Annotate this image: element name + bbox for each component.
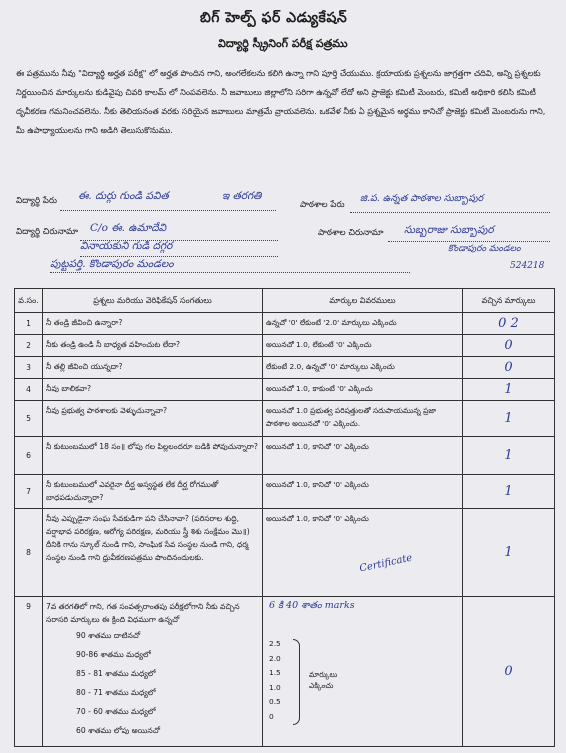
row-score: 1 [463,475,555,509]
row-question: నీవు ఎప్పుడైనా సంఘ సేవకుడిగా పని చేసినావా? (పరిసరాల శుద్ధి, వర్షాభావ పరిరక్షణ, ఆరోగ్య పరిరక్షణ, మరియు స్త్రీ శిశు సంక్షేమం మొ॥) దీనికి గాను స్కూల్ నుండి గాని, సాంఘిక సేవ సంస్థల నుండి గాని, ధర్మ సంస్థల నుండి గాని ధ్రువీకరణపత్రము పొందినందులకు. [43,509,263,597]
band-item: 80 - 71 శాతము మధ్యలో [76,688,156,697]
col-header-questions: ప్రశ్నలు మరియు వెరిఫికేషన్ సంగతులు [43,289,263,313]
row-score: 0 [463,597,555,747]
row-marks-detail: అయినచో 1.0, లేకుంటే '0' ఎక్కించు [263,335,463,357]
address-value-3: పుట్టపర్తి. కొండాపురం మండలం [50,258,174,270]
row-question: నీ తల్లి జీవించి యున్నదా? [43,357,263,379]
address-line-2 [80,256,278,257]
row-question [43,597,263,747]
row-question: నీకు తండ్రి ఉండి నీ బాధ్యత వహించుట లేదా? [43,335,263,357]
row-marks-detail: అయినచో 1.0, కానిచో '0' ఎక్కించు [263,475,463,509]
row-number: 9 [15,597,43,747]
row-question: నీ కుటుంబములో ఎవరైనా దీర్ఘ అస్వస్థత లేక దీర్ఘ రోగముతో బాధపడుచున్నారా? [43,475,263,509]
table-row [15,509,555,597]
row-score: 0 [463,335,555,357]
table-row [15,401,555,437]
form-title: బిగ్ హెల్ప్ ఫర్ ఎడ్యుకేషన్ [200,10,348,26]
school-pin: 524218 [510,261,545,271]
marks-scale [269,637,281,724]
band-item: 60 శాతము లోపు అయినచో [76,726,161,735]
row-marks-detail: అయినచో 1.0 ప్రభుత్వ పరిషత్తులతో సదుపాయమున్న ప్రజా పాఠశాల అయినచో '0' ఎక్కించు. [263,401,463,437]
band-item: 90-86 శాతము మధ్యలో [76,650,151,659]
col-header-serial: వ.సం. [15,289,43,313]
row-score: 1 [463,401,555,437]
row-question: నీవు ప్రభుత్వ పాఠశాలకు వెళ్ళుచున్నావా? [43,401,263,437]
row-number: 7 [15,475,43,509]
row-score: 1 [463,509,555,597]
certificate-note: Certificate [358,552,414,575]
band-item: 85 - 81 శాతము మధ్యలో [76,669,156,678]
row-question-text: 7వ తరగతిలో గాని, గత సంవత్సరాంతపు పరీక్షలోగాని నీకు వచ్చిన సరాసరి మార్కులు ఈ క్రింది విధముగా ఉన్నచో [46,602,240,624]
table-row [15,437,555,475]
scale-label: మార్కులు ఎక్కించు [309,670,338,690]
row-number: 6 [15,437,43,475]
band-item: 90 శాతము దాటినచో [76,631,141,640]
percentage-handnote: 6 కి 40 శాతం marks [269,600,355,611]
scale-value: 2.5 [269,639,281,648]
address-value-2: వినాయకుని గుడి దగ్గర [80,240,173,252]
student-name-label: విద్యార్థి పేరు [16,196,57,206]
row-marks-detail: అయినచో 1.0, కానిచో '0' ఎక్కించు [263,437,463,475]
row-number: 8 [15,509,43,597]
address-value-1: C/o ఈ. ఉమాదేవి [90,222,167,234]
table-row [15,335,555,357]
school-address-value: సుబ్బరాజు సుబ్బాపుర [404,224,494,236]
address-line-3 [50,272,410,273]
student-name-value: ఈ. దుర్గు గుండి పవిత [78,190,169,202]
row-marks-text: అయినచో 1.0, కానిచో '0' ఎక్కించు [266,514,369,523]
row-score: 0 [463,357,555,379]
school-name-label: పాఠశాల పేరు [300,200,345,210]
scale-value: 0 [269,711,274,721]
screening-table [14,288,555,747]
scale-brace [293,639,300,725]
school-name-value: జి.ప. ఉన్నత పాఠశాల సుబ్బాపుర [360,193,484,204]
row-marks-detail [263,597,463,747]
school-address-line2: కొండాపురం మండలం [448,244,521,254]
row-question: నీ తండ్రి జీవించి ఉన్నారా? [43,313,263,335]
row-score: 1 [463,437,555,475]
scale-value: 0.5 [269,697,281,706]
table-row [15,597,555,747]
row-marks-detail: లేకుంటే 2.0, ఉన్నచో '0' మార్కులు ఎక్కించు [263,357,463,379]
table-row [15,357,555,379]
row-marks-detail [263,509,463,597]
school-address-line [388,241,550,242]
table-row [15,379,555,401]
row-number: 4 [15,379,43,401]
row-marks-detail: అయినచో 1.0, కాకుంటే '0' ఎక్కించు [263,379,463,401]
scale-value: 1.0 [269,682,281,692]
form-subtitle: విద్యార్థి స్క్రీనింగ్ పరీక్ష పత్రము [218,37,348,50]
col-header-marks-details: మార్కుల వివరములు [263,289,463,313]
student-name-line [60,210,276,211]
class-value: ఇ తరగతి [222,190,262,202]
scale-value: 1.5 [269,668,281,677]
instructions-paragraph: ఈ పత్రమును నీవు "విద్యార్థి అర్హత పరీక్ష" లో అర్హత పొందిన గాని, అంగలేకలను కలిగి ఉన్నా గాని పూర్తి చేయుము. క్రయాయకు ప్రశ్నలను జాగ్రత్తగా చదివి, అన్ని ప్రశ్నలకు నిర్ణయించిన మార్కులను కుడివైపు చివరి కాలమ్ లో నింపవలెను. నీ జవాబులు జిల్లాలోని సరిగా ఉన్నవో లేదో అని ప్రాజెక్టు కమిటీ మెంబరు, కమిటీ అధికారి కలిసి కమిటీ దృవీకరణ గమనించవలెను. నీకు తెలియనంత వరకు సరియైన జవాబులు మాత్రమే వ్రాయవలెను. ఒకవేళ నీకు ఏ ప్రశ్నమైన అర్థము కానిచో ప్రాజెక్టు కమిటీ మెంబరును గాని, మీ ఉపాధ్యాయులను గాని అడిగి తెలుసుకొనుము. [16,68,546,135]
row-number: 1 [15,313,43,335]
row-score: 1 [463,379,555,401]
col-header-marks-obtained: వచ్చిన మార్కులు [463,289,555,313]
table-header-row [15,289,555,313]
row-number: 3 [15,357,43,379]
student-address-label: విద్యార్థి చిరునామా [16,227,78,237]
scale-value: 2.0 [269,653,281,663]
table-row [15,313,555,335]
row-question: నీ కుటుంబములో 18 సం॥ లోపు గల పిల్లలందరూ బడికి పోవుచున్నారా? [43,437,263,475]
band-item: 70 - 60 శాతము మధ్యలో [76,707,156,716]
row-score: 0 2 [463,313,555,335]
school-name-line [350,212,550,213]
school-address-label: పాఠశాల చిరునామా [318,228,384,238]
row-number: 5 [15,401,43,437]
row-question: నీవు బాలికవా? [43,379,263,401]
row-marks-detail: ఉన్నచో '0' లేకుంటే '2.0' మార్కులు ఎక్కించు [263,313,463,335]
row-number: 2 [15,335,43,357]
table-row [15,475,555,509]
